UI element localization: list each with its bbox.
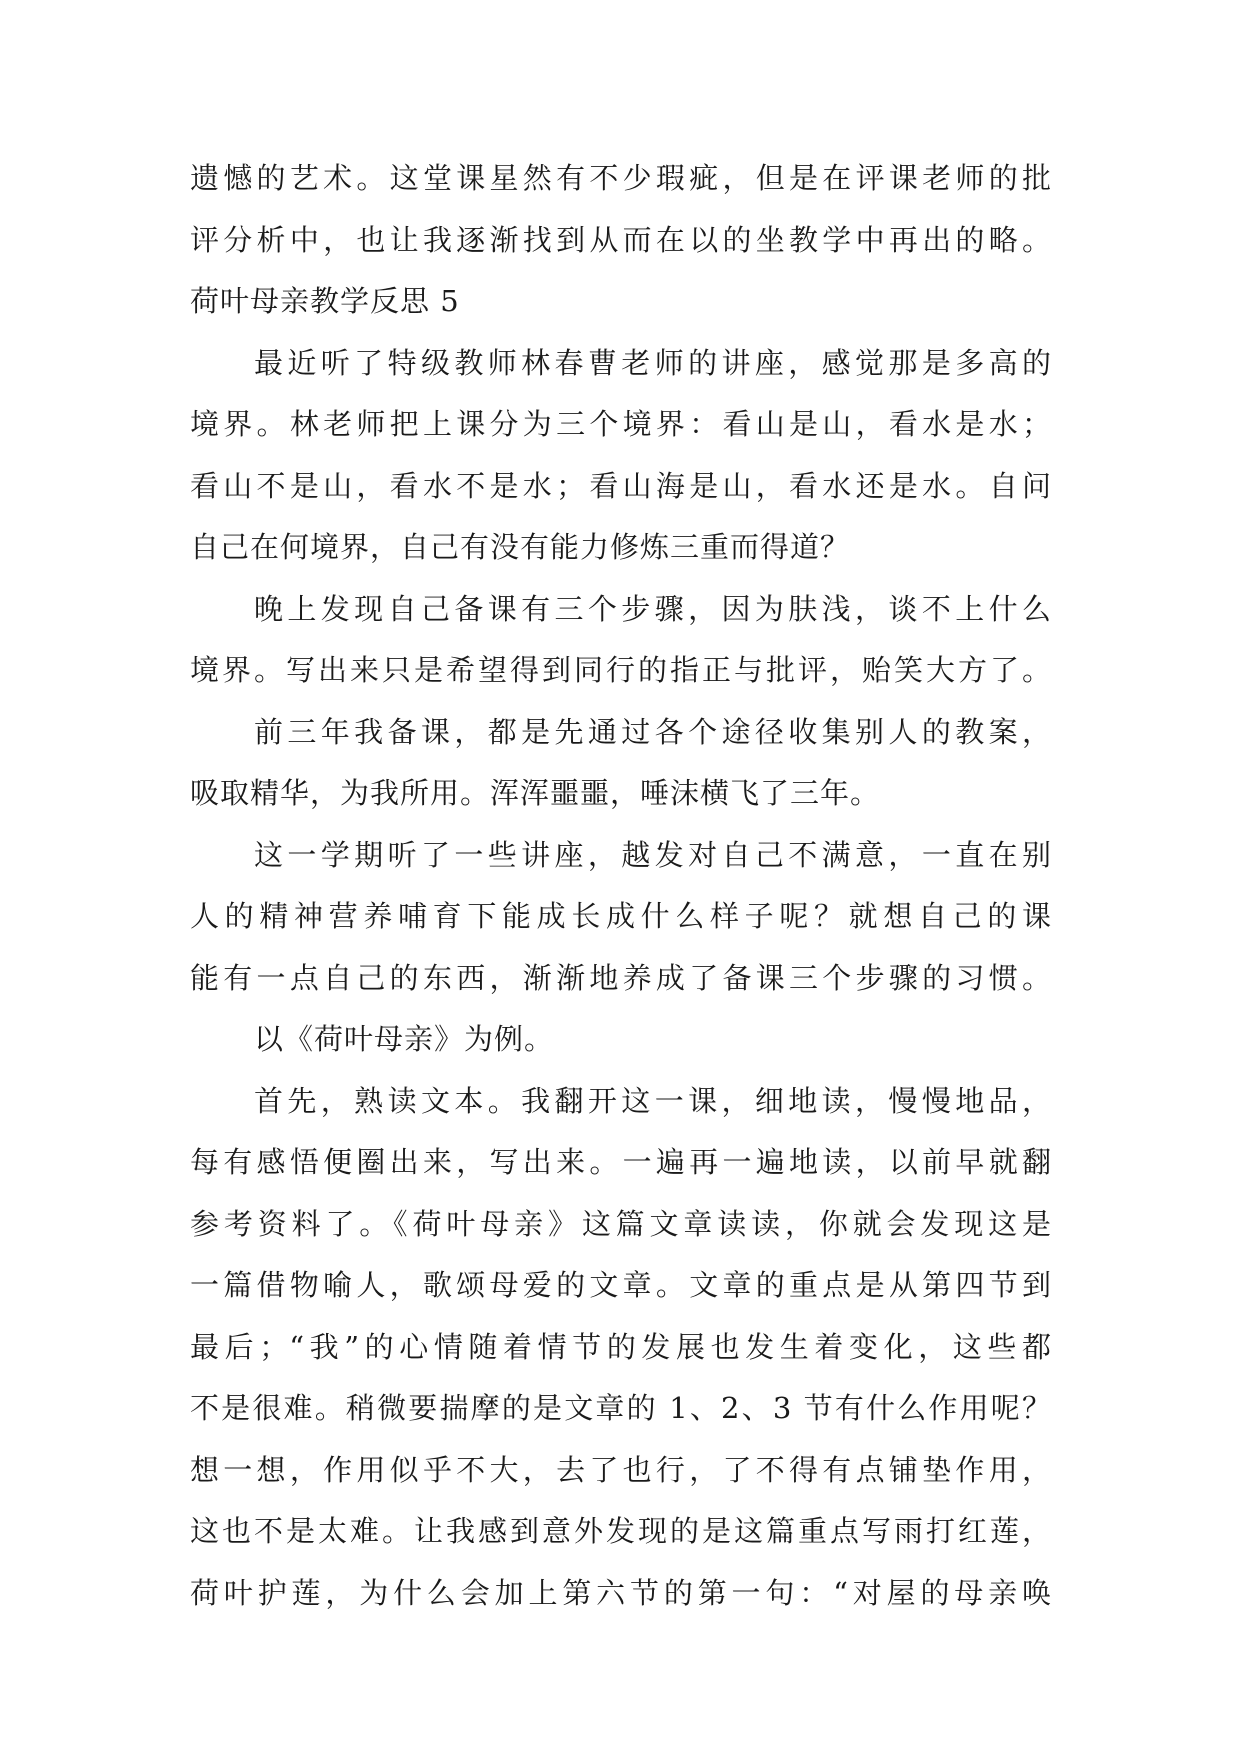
text-line: 看山不是山，看水不是水；看山海是山，看水还是水。自问 bbox=[190, 468, 1052, 503]
text-line: 想一想，作用似乎不大，去了也行，了不得有点铺垫作用， bbox=[190, 1452, 1052, 1487]
text-line: 遗憾的艺术。这堂课星然有不少瑕疵，但是在评课老师的批 bbox=[190, 161, 1052, 195]
text-line: 荷叶护莲，为什么会加上第六节的第一句：“对屋的母亲唤 bbox=[190, 1575, 1052, 1610]
text-line: 首先，熟读文本。我翻开这一课，细地读，慢慢地品， bbox=[254, 1083, 1052, 1118]
text-line: 前三年我备课，都是先通过各个途径收集别人的教案， bbox=[254, 714, 1052, 749]
text-line: 不是很难。稍微要揣摩的是文章的 1、2、3 节有什么作用呢？ bbox=[190, 1391, 1052, 1425]
document-body bbox=[190, 148, 1052, 1624]
text-line: 参考资料了。《荷叶母亲》这篇文章读读，你就会发现这是 bbox=[190, 1206, 1052, 1241]
text-line: 以《荷叶母亲》为例。 bbox=[254, 1022, 555, 1056]
text-line: 晚上发现自己备课有三个步骤，因为肤浅，谈不上什么 bbox=[254, 591, 1052, 626]
text-line: 能有一点自己的东西，渐渐地养成了备课三个步骤的习惯。 bbox=[190, 960, 1052, 995]
text-line: 最近听了特级教师林春曹老师的讲座，感觉那是多高的 bbox=[254, 345, 1052, 380]
text-line: 一篇借物喻人，歌颂母爱的文章。文章的重点是从第四节到 bbox=[190, 1268, 1052, 1302]
text-line: 最后；“我”的心情随着情节的发展也发生着变化，这些都 bbox=[190, 1329, 1052, 1364]
text-line: 荷叶母亲教学反思 5 bbox=[190, 284, 460, 318]
text-line: 自己在何境界，自己有没有能力修炼三重而得道？ bbox=[190, 530, 851, 564]
text-line: 境界。林老师把上课分为三个境界：看山是山，看水是水； bbox=[190, 407, 1052, 441]
text-line: 每有感悟便圈出来，写出来。一遍再一遍地读，以前早就翻 bbox=[190, 1145, 1052, 1179]
text-line: 人的精神营养哺育下能成长成什么样子呢？就想自己的课 bbox=[190, 899, 1052, 933]
text-line: 这也不是太难。让我感到意外发现的是这篇重点写雨打红莲， bbox=[190, 1514, 1052, 1548]
text-line: 境界。写出来只是希望得到同行的指正与批评，贻笑大方了。 bbox=[190, 653, 1052, 687]
text-line: 评分析中，也让我逐渐找到从而在以的坐教学中再出的略。 bbox=[190, 222, 1052, 257]
text-line: 吸取精华，为我所用。浑浑噩噩，唾沫横飞了三年。 bbox=[190, 776, 881, 810]
text-line: 这一学期听了一些讲座，越发对自己不满意，一直在别 bbox=[254, 837, 1052, 872]
